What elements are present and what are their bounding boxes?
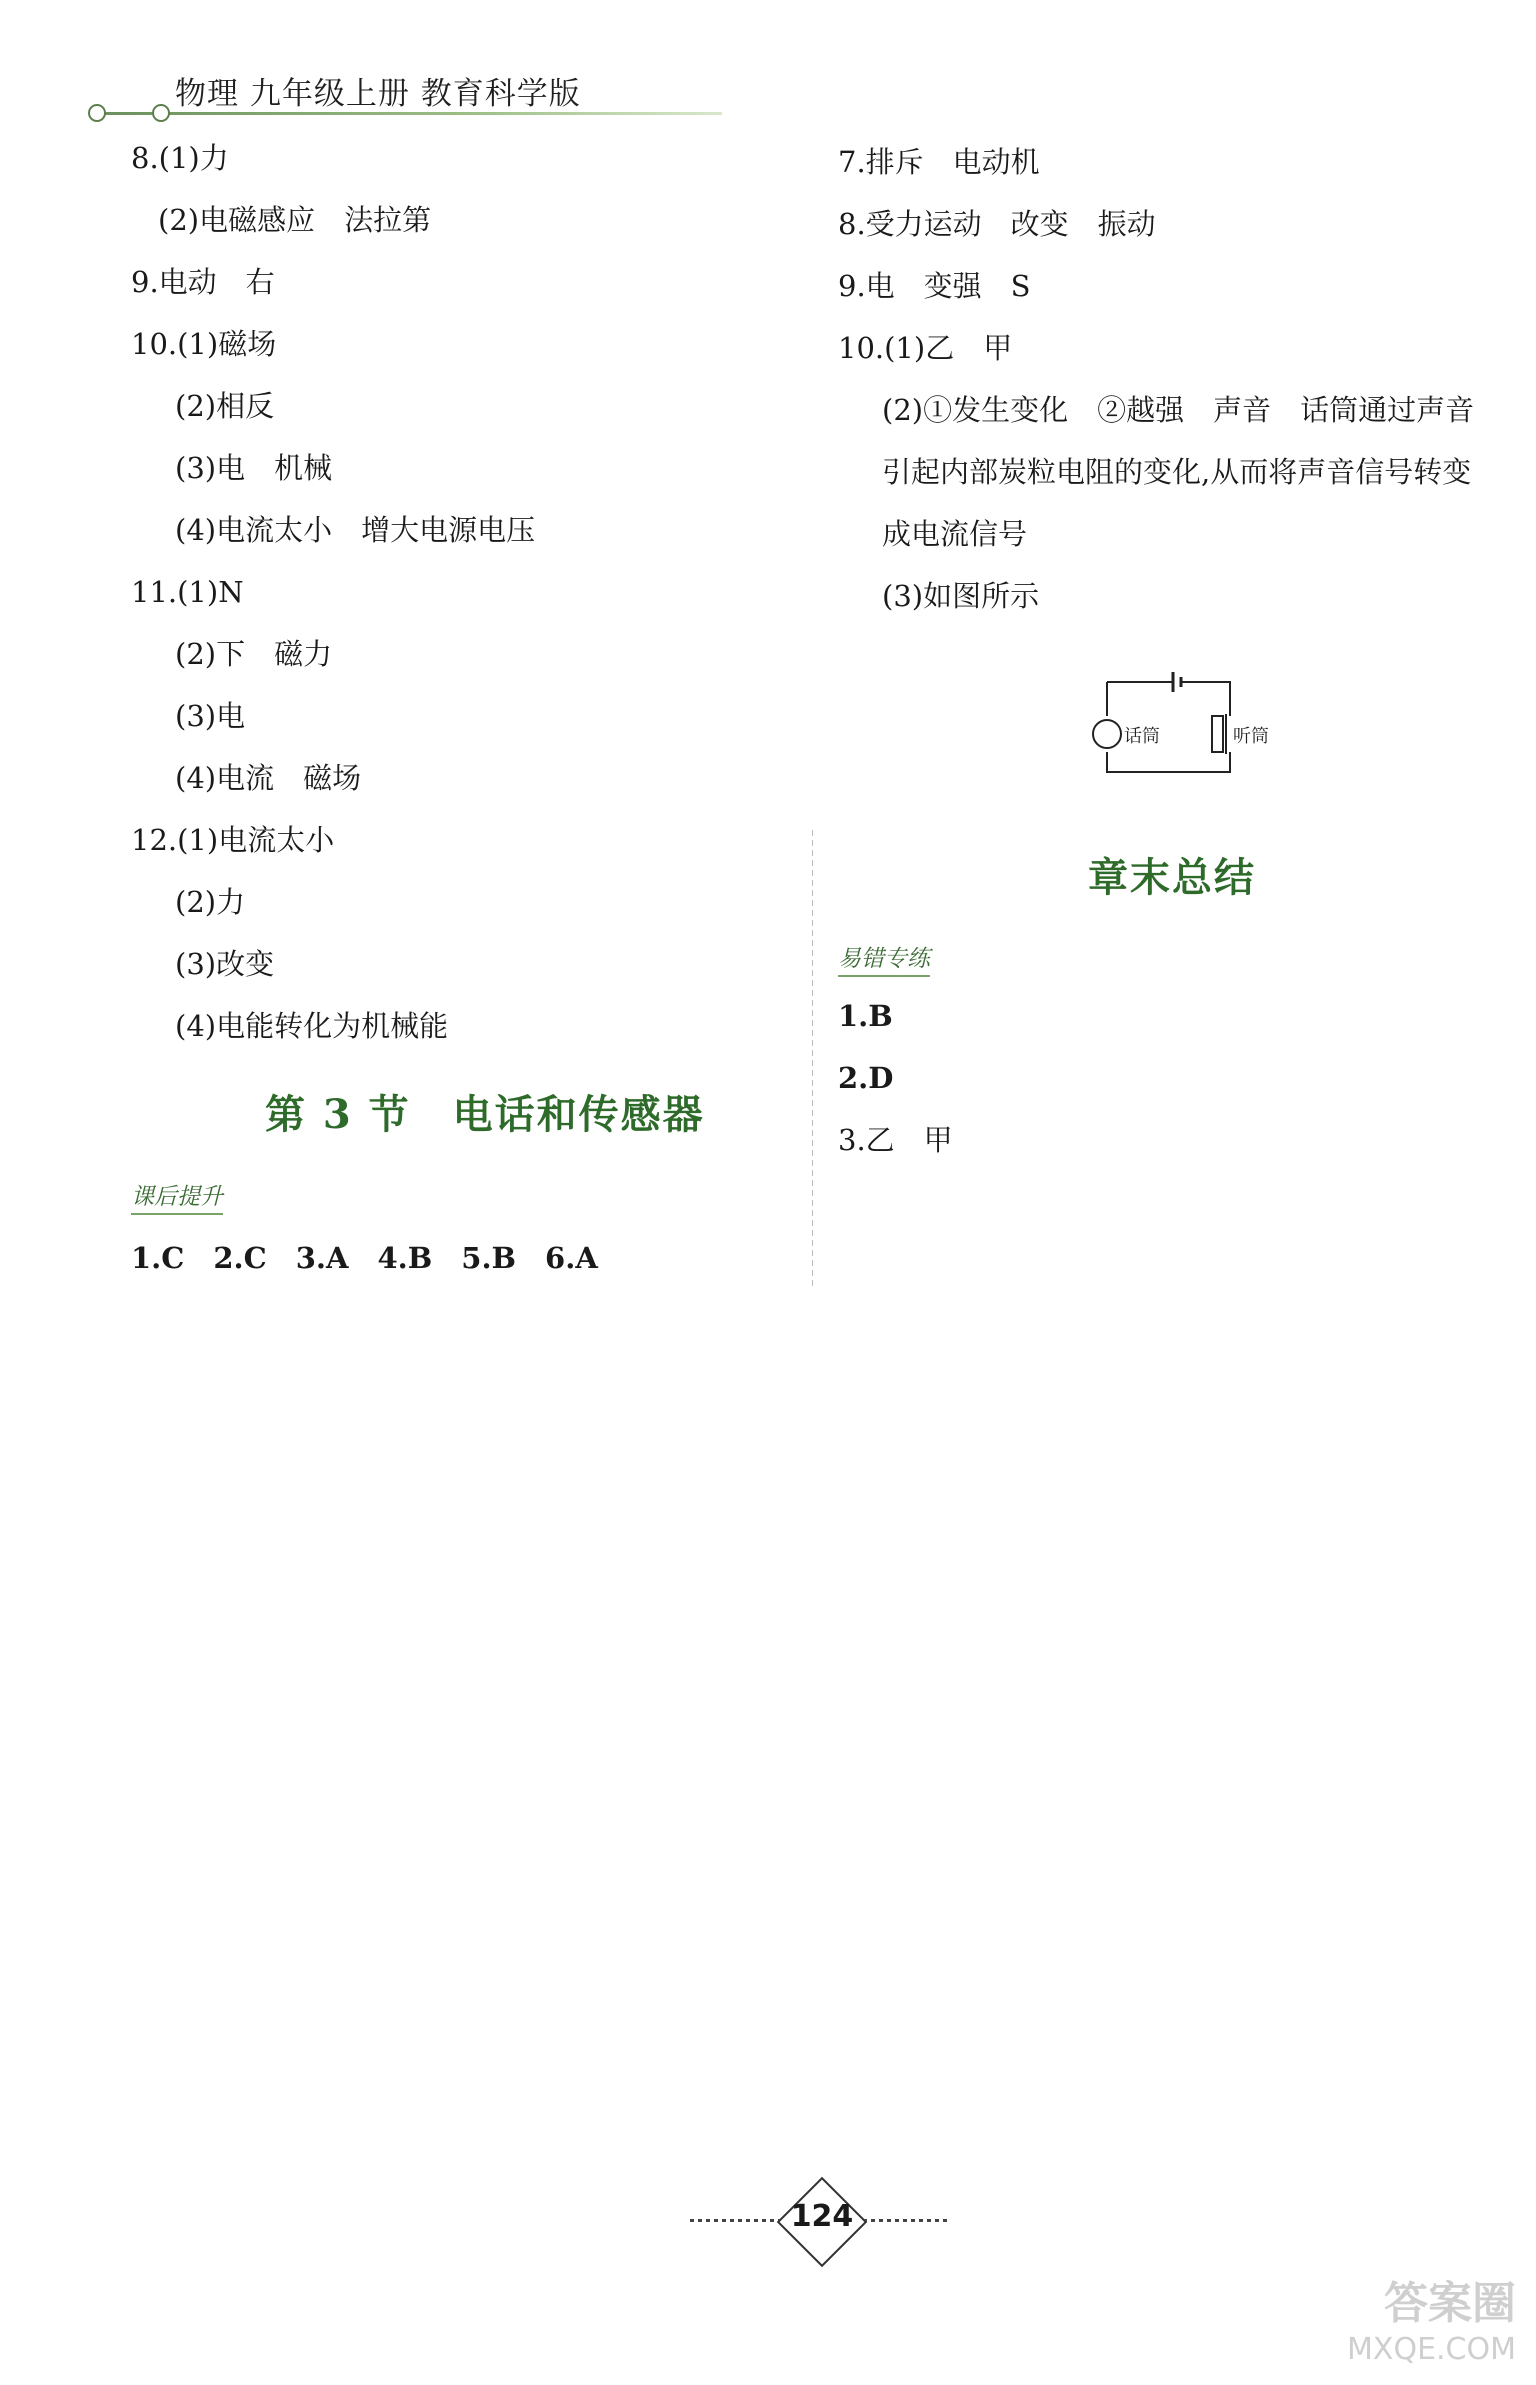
answer-11-3: (3)电 xyxy=(175,699,246,733)
answer-9: 9.电动 右 xyxy=(131,265,275,299)
mic-label: 话筒 xyxy=(1124,726,1160,747)
watermark-text: 答案圈 xyxy=(1384,2278,1516,2329)
receiver-label: 听筒 xyxy=(1233,726,1269,747)
chapter-summary-title: 章末总结 xyxy=(1088,854,1256,901)
answer-11-4: (4)电流 磁场 xyxy=(175,761,362,795)
choice-answers: 1.C 2.C 3.A 4.B 5.B 6.A xyxy=(131,1241,598,1275)
summary-answer-3: 3.乙 甲 xyxy=(838,1123,953,1157)
answer-r-10-1: 10.(1)乙 甲 xyxy=(838,331,1013,365)
header-rule xyxy=(92,112,722,115)
answer-10-2: (2)相反 xyxy=(175,389,275,423)
circuit-diagram xyxy=(1090,664,1290,779)
header-ornament-right xyxy=(152,104,170,122)
answer-12-3: (3)改变 xyxy=(175,947,275,981)
summary-answer-2: 2.D xyxy=(838,1061,894,1095)
answer-10-1: 10.(1)磁场 xyxy=(131,327,277,361)
watermark xyxy=(1347,2278,1516,2373)
dots-right xyxy=(855,2219,950,2222)
answer-11-2: (2)下 磁力 xyxy=(175,637,333,671)
answer-r-8: 8.受力运动 改变 振动 xyxy=(838,207,1156,241)
answer-r-10-3: (3)如图所示 xyxy=(882,579,1040,613)
sub-label-error-prone: 易错专练 xyxy=(838,940,930,977)
answer-8-1: 8.(1)力 xyxy=(131,141,229,175)
section-title-3: 第 3 节 电话和传感器 xyxy=(265,1091,705,1138)
header-ornament-left xyxy=(88,104,106,122)
answer-10-4: (4)电流太小 增大电源电压 xyxy=(175,513,536,547)
answer-11-1: 11.(1)N xyxy=(131,575,244,609)
answer-r-10-2: (2)①发生变化 ②越强 声音 话筒通过声音 xyxy=(882,393,1475,427)
answer-r-10-2-cont1: 引起内部炭粒电阻的变化,从而将声音信号转变 xyxy=(882,455,1472,489)
answer-12-2: (2)力 xyxy=(175,885,246,919)
answer-r-10-2-cont2: 成电流信号 xyxy=(882,517,1028,551)
answer-8-2: (2)电磁感应 法拉第 xyxy=(158,203,432,237)
answer-12-4: (4)电能转化为机械能 xyxy=(175,1009,449,1043)
answer-12-1: 12.(1)电流太小 xyxy=(131,823,335,857)
watermark-url: MXQE.COM xyxy=(1347,2332,1516,2367)
sub-label-after-class: 课后提升 xyxy=(131,1178,223,1215)
page-number-badge xyxy=(690,2185,950,2255)
running-header: 物理 九年级上册 教育科学版 xyxy=(175,76,581,112)
answer-r-7: 7.排斥 电动机 xyxy=(838,145,1040,179)
column-divider xyxy=(812,830,813,1290)
dots-left xyxy=(690,2219,785,2222)
answer-10-3: (3)电 机械 xyxy=(175,451,333,485)
summary-answer-1: 1.B xyxy=(838,999,893,1033)
page-number: 124 xyxy=(790,2199,854,2234)
answer-r-9: 9.电 变强 S xyxy=(838,269,1031,303)
